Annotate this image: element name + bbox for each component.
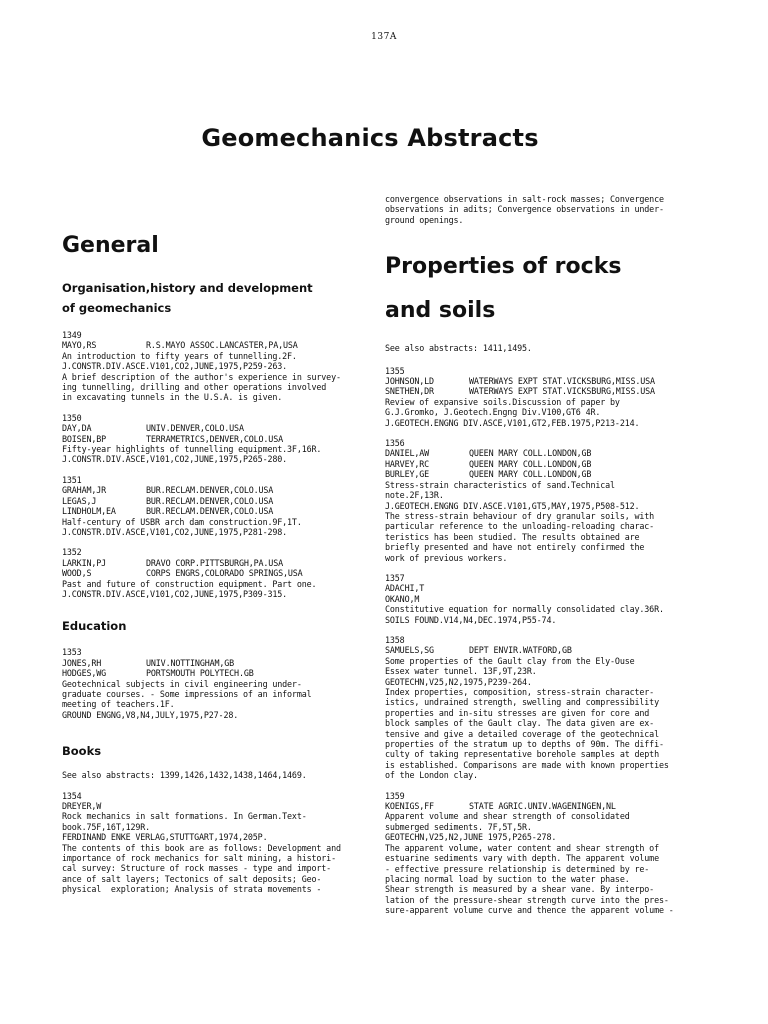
author-name: HARVEY,RC — [385, 458, 430, 469]
subsection-title-education: Education — [62, 619, 127, 634]
author-affiliation: PORTSMOUTH POLYTECH.GB — [146, 668, 254, 679]
section-title-line: and soils — [385, 298, 496, 324]
author-name: WOOD,S — [62, 568, 92, 579]
abstract-text-line: Past and future of construction equipment. Part one. — [62, 578, 317, 589]
abstract-number: 1349 — [62, 330, 82, 340]
abstract-text-line: importance of rock mechanics for salt mining, a histori- — [62, 853, 336, 864]
author-row — [62, 485, 372, 495]
abstract-entry — [385, 573, 695, 625]
continuation-line: ground openings. — [385, 214, 464, 225]
author-affiliation: R.S.MAYO ASSOC.LANCASTER,PA,USA — [146, 340, 298, 351]
abstract-text-line: in excavating tunnels in the U.S.A. is given. — [62, 392, 283, 403]
abstract-group-education — [62, 647, 372, 720]
author-row — [62, 496, 372, 506]
author-row — [385, 645, 695, 655]
abstract-entry — [62, 413, 372, 465]
abstract-group-organisation — [62, 330, 372, 599]
abstract-text-line: estuarine sediments vary with depth. The apparent volume — [385, 853, 659, 864]
author-row — [385, 801, 695, 811]
abstract-text-line: teristics has been studied. The results obtained are — [385, 531, 640, 542]
abstract-text-line: The apparent volume, water content and shear strength of — [385, 842, 659, 853]
abstract-entry — [385, 635, 695, 781]
author-row — [385, 459, 695, 469]
author-row — [385, 469, 695, 479]
abstract-text-line: G.J.Gromko, J.Geotech.Engng Div.V100,GT6 4R. — [385, 407, 601, 418]
author-name: BURLEY,GE — [385, 469, 430, 480]
author-name: MAYO,RS — [62, 340, 97, 351]
author-affiliation: WATERWAYS EXPT STAT.VICKSBURG,MISS.USA — [469, 376, 655, 387]
abstract-text-line: work of previous workers. — [385, 552, 508, 563]
abstract-text-line: istics, undrained strength, swelling and compressibility — [385, 697, 659, 708]
abstract-text-line: Essex water tunnel. 13F,9T,23R. — [385, 666, 537, 677]
abstract-text-line: cal survey: Structure of rock masses - type and import- — [62, 863, 332, 874]
subsection-title-line: of geomechanics — [62, 301, 172, 315]
author-name: SNETHEN,DR — [385, 386, 434, 397]
abstract-text-line: Shear strength is measured by a shear vane. By interpo- — [385, 884, 655, 895]
abstract-text-line: lation of the pressure-shear strength curve into the pres- — [385, 894, 669, 905]
author-name: LINDHOLM,EA — [62, 506, 116, 517]
abstract-number: 1356 — [385, 438, 405, 449]
page-number: 137A — [371, 32, 397, 42]
abstract-number: 1350 — [62, 412, 82, 423]
abstract-text-line: Half-century of USBR arch dam construction.9F,1T. — [62, 516, 302, 527]
abstract-text-line: J.GEOTECH.ENGNG DIV.ASCE.V101,GT5,MAY,1975,P508-512. — [385, 500, 640, 511]
author-name: DANIEL,AW — [385, 448, 430, 459]
abstract-text-line: particular reference to the unloading-reloading charac- — [385, 521, 655, 532]
author-affiliation: CORPS ENGRS,COLORADO SPRINGS,USA — [146, 568, 303, 579]
abstract-text-line: An introduction to fifty years of tunnelling.2F. — [62, 350, 297, 361]
abstract-text-line: The contents of this book are as follows: Development and — [62, 842, 341, 853]
abstract-text-line: is established. Comparisons are made with known properties — [385, 759, 669, 770]
journal-title: Geomechanics Abstracts — [201, 124, 539, 152]
abstract-text-line: FERDINAND ENKE VERLAG,STUTTGART,1974,205P. — [62, 832, 268, 843]
abstract-text-line: properties of the stratum up to depths of 90m. The diffi- — [385, 739, 664, 750]
continuation-line: convergence observations in salt-rock masses; Convergence — [385, 194, 664, 204]
abstract-entry — [62, 791, 372, 895]
author-name: OKANO,M — [385, 593, 420, 604]
abstract-group-properties — [385, 366, 695, 916]
author-row — [62, 668, 372, 678]
author-affiliation: STATE AGRIC.UNIV.WAGENINGEN,NL — [469, 801, 616, 812]
author-row — [62, 506, 372, 516]
abstract-text-line: Some properties of the Gault clay from the Ely-Ouse — [385, 655, 635, 666]
author-row — [62, 340, 372, 350]
abstract-text-line: - effective pressure relationship is determined by re- — [385, 863, 650, 874]
author-row — [62, 801, 372, 811]
abstract-text-line: Rock mechanics in salt formations. In German.Text- — [62, 811, 307, 822]
author-affiliation: BUR.RECLAM.DENVER,COLO.USA — [146, 506, 274, 517]
abstract-text-line: Geotechnical subjects in civil engineering under- — [62, 678, 302, 689]
author-affiliation: WATERWAYS EXPT STAT.VICKSBURG,MISS.USA — [469, 386, 655, 397]
abstract-text-line: Index properties, composition, stress-strain character- — [385, 687, 655, 697]
abstract-entry — [385, 791, 695, 916]
author-row — [62, 568, 372, 578]
author-row — [62, 434, 372, 444]
abstract-number: 1355 — [385, 365, 405, 376]
abstract-text-line: meeting of teachers.1F. — [62, 699, 175, 710]
abstract-text-line: J.CONSTR.DIV.ASCE,V101,CO2,JUNE,1975,P281-298. — [62, 526, 288, 537]
author-row — [62, 658, 372, 668]
abstract-text-line: tensive and give a detailed coverage of the geotechnical — [385, 728, 659, 739]
abstract-text-line: placing normal load by suction to the water phase. — [385, 873, 630, 884]
author-row — [385, 594, 695, 604]
abstract-number: 1352 — [62, 547, 82, 558]
abstract-entry — [62, 475, 372, 537]
abstract-text-line: J.CONSTR.DIV.ASCE.V101,CO2,JUNE,1975,P259-263. — [62, 361, 288, 372]
author-affiliation: QUEEN MARY COLL.LONDON,GB — [469, 469, 592, 480]
abstract-text-line: ance of salt layers; Tectonics of salt deposits; Geo- — [62, 873, 322, 884]
abstract-text-line: Apparent volume and shear strength of consolidated — [385, 811, 630, 822]
abstract-text-line: GROUND ENGNG,V8,N4,JULY,1975,P27-28. — [62, 709, 239, 720]
author-row — [385, 376, 695, 386]
continuation-text — [385, 194, 695, 225]
abstract-text-line: sure-apparent volume curve and thence the apparent volume - — [385, 905, 674, 916]
abstract-text-line: A brief description of the author's experience in survey- — [62, 371, 341, 382]
abstract-text-line: note.2F,13R. — [385, 490, 444, 501]
abstract-text-line: ing tunnelling, drilling and other operations involved — [62, 382, 327, 393]
author-row — [385, 448, 695, 458]
abstract-text-line: Stress-strain characteristics of sand.Technical — [385, 479, 615, 490]
abstract-text-line: briefly presented and have not entirely confirmed the — [385, 542, 645, 553]
right-column — [385, 194, 695, 926]
abstract-text-line: Review of expansive soils.Discussion of paper by — [385, 396, 620, 407]
abstract-number: 1358 — [385, 634, 405, 645]
abstract-entry — [62, 647, 372, 720]
section-title-properties — [385, 245, 695, 333]
author-affiliation: UNIV.DENVER,COLO.USA — [146, 423, 244, 434]
continuation-line: observations in adits; Convergence observations in under- — [385, 204, 664, 215]
abstract-text-line: SOILS FOUND.V14,N4,DEC.1974,P55-74. — [385, 614, 557, 625]
left-column — [62, 232, 372, 905]
author-affiliation: TERRAMETRICS,DENVER,COLO.USA — [146, 433, 283, 444]
author-name: ADACHI,T — [385, 583, 425, 594]
author-row — [62, 423, 372, 433]
subsection-title-line: Organisation,history and development — [62, 281, 313, 295]
author-affiliation: BUR.RECLAM.DENVER,COLO.USA — [146, 495, 274, 506]
section-title-line: Properties of rocks — [385, 254, 622, 280]
author-name: JONES,RH — [62, 657, 102, 668]
author-affiliation: BUR.RECLAM.DENVER,COLO.USA — [146, 485, 274, 496]
abstract-number: 1351 — [62, 474, 82, 485]
abstract-group-books — [62, 791, 372, 895]
author-name: GRAHAM,JR — [62, 485, 107, 496]
abstract-entry — [385, 438, 695, 563]
author-affiliation: QUEEN MARY COLL.LONDON,GB — [469, 458, 592, 469]
abstract-entry — [62, 547, 372, 599]
abstract-text-line: of the London clay. — [385, 770, 478, 781]
abstract-text-line: J.CONSTR.DIV.ASCE,V101,CO2,JUNE,1975,P309-315. — [62, 588, 288, 599]
author-name: LEGAS,J — [62, 495, 97, 506]
section-title-general: General — [62, 233, 159, 258]
subsection-title-books: Books — [62, 744, 102, 759]
abstract-number: 1359 — [385, 790, 405, 801]
abstract-text-line: properties and in-situ stresses are given for core and — [385, 707, 650, 718]
abstract-number: 1354 — [62, 790, 82, 801]
books-see-also: See also abstracts: 1399,1426,1432,1438,1464,1469. — [62, 770, 307, 781]
author-name: LARKIN,PJ — [62, 557, 107, 568]
abstract-text-line: submerged sediments. 7F,5T,5R. — [385, 821, 532, 832]
author-row — [62, 558, 372, 568]
author-name: DAY,DA — [62, 423, 92, 434]
properties-see-also: See also abstracts: 1411,1495. — [385, 343, 532, 354]
abstract-number: 1357 — [385, 572, 405, 583]
abstract-text-line: book.75F,16T,129R. — [62, 821, 151, 832]
author-name: KOENIGS,FF — [385, 801, 434, 812]
abstract-text-line: GEOTECHN,V25,N2,1975,P239-264. — [385, 676, 532, 687]
abstract-text-line: GEOTECHN,V25,N2,JUNE 1975,P265-278. — [385, 832, 557, 843]
author-name: SAMUELS,SG — [385, 645, 434, 656]
author-affiliation: DEPT ENVIR.WATFORD,GB — [469, 645, 572, 656]
author-row — [385, 386, 695, 396]
author-name: DREYER,W — [62, 801, 102, 811]
abstract-text-line: The stress-strain behaviour of dry granular soils, with — [385, 510, 655, 521]
abstract-text-line: culty of taking representative borehole samples at depth — [385, 749, 659, 760]
subsection-title-organisation — [62, 278, 372, 318]
abstract-entry — [385, 366, 695, 428]
abstract-text-line: Fifty-year highlights of tunnelling equipment.3F,16R. — [62, 444, 322, 455]
abstract-text-line: graduate courses. - Some impressions of an informal — [62, 688, 312, 699]
author-affiliation: UNIV.NOTTINGHAM,GB — [146, 657, 235, 668]
author-name: HODGES,WG — [62, 668, 107, 679]
abstract-text-line: block samples of the Gault clay. The data given are ex- — [385, 718, 655, 729]
author-row — [385, 583, 695, 593]
author-name: JOHNSON,LD — [385, 376, 434, 387]
abstract-text-line: physical exploration; Analysis of strata movements - — [62, 884, 322, 895]
abstract-text-line: J.GEOTECH.ENGNG DIV.ASCE,V101,GT2,FEB.1975,P213-214. — [385, 417, 640, 428]
abstract-number: 1353 — [62, 647, 82, 658]
abstract-text-line: Constitutive equation for normally consolidated clay.36R. — [385, 604, 664, 615]
author-affiliation: QUEEN MARY COLL.LONDON,GB — [469, 448, 592, 459]
abstract-text-line: J.CONSTR.DIV.ASCE,V101,CO2,JUNE,1975,P265-280. — [62, 454, 288, 465]
abstract-entry — [62, 330, 372, 403]
author-affiliation: DRAVO CORP.PITTSBURGH,PA.USA — [146, 557, 283, 568]
author-name: BOISEN,BP — [62, 433, 107, 444]
